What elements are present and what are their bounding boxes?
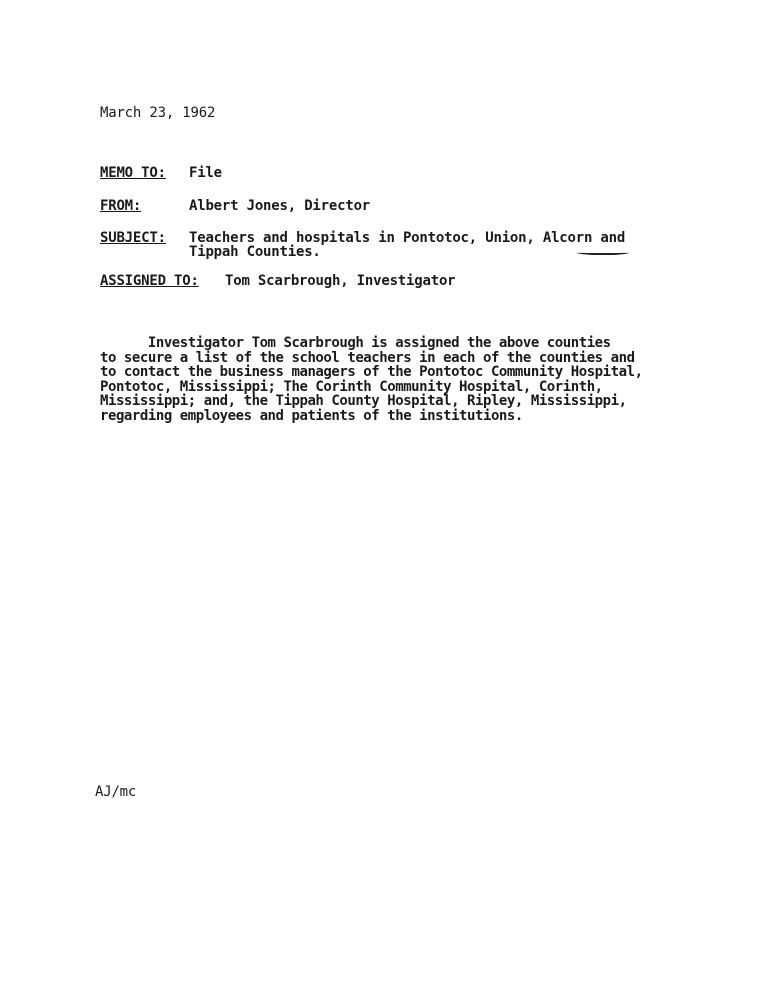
body-line: regarding employees and patients of the institutions. — [100, 407, 523, 424]
subject-line-1: Teachers and hospitals in Pontotoc, Union, Alcorn and — [189, 230, 626, 246]
assigned-to-label: ASSIGNED TO: — [100, 273, 199, 289]
from-value: Albert Jones, Director — [189, 198, 371, 214]
typist-initials: AJ/mc — [95, 784, 137, 800]
body-line: Mississippi; and, the Tippah County Hospital, Ripley, Mississippi, — [100, 393, 627, 410]
memo-body — [100, 336, 720, 424]
memo-to-label: MEMO TO: — [100, 165, 166, 181]
body-line: Investigator Tom Scarbrough is assigned the above counties — [100, 335, 611, 351]
memo-to-value: File — [189, 165, 222, 181]
memo-date: March 23, 1962 — [100, 105, 216, 121]
handwritten-underline-mark — [577, 249, 629, 255]
body-line: to secure a list of the school teachers in each of the counties and — [100, 349, 635, 366]
subject-line-2: Tippah Counties. — [189, 244, 321, 260]
body-line: to contact the business managers of the Pontotoc Community Hospital, — [100, 364, 643, 381]
from-label: FROM: — [100, 198, 142, 214]
body-line: Pontotoc, Mississippi; The Corinth Community Hospital, Corinth, — [100, 378, 603, 395]
assigned-to-value: Tom Scarbrough, Investigator — [225, 273, 456, 289]
subject-label: SUBJECT: — [100, 230, 166, 246]
